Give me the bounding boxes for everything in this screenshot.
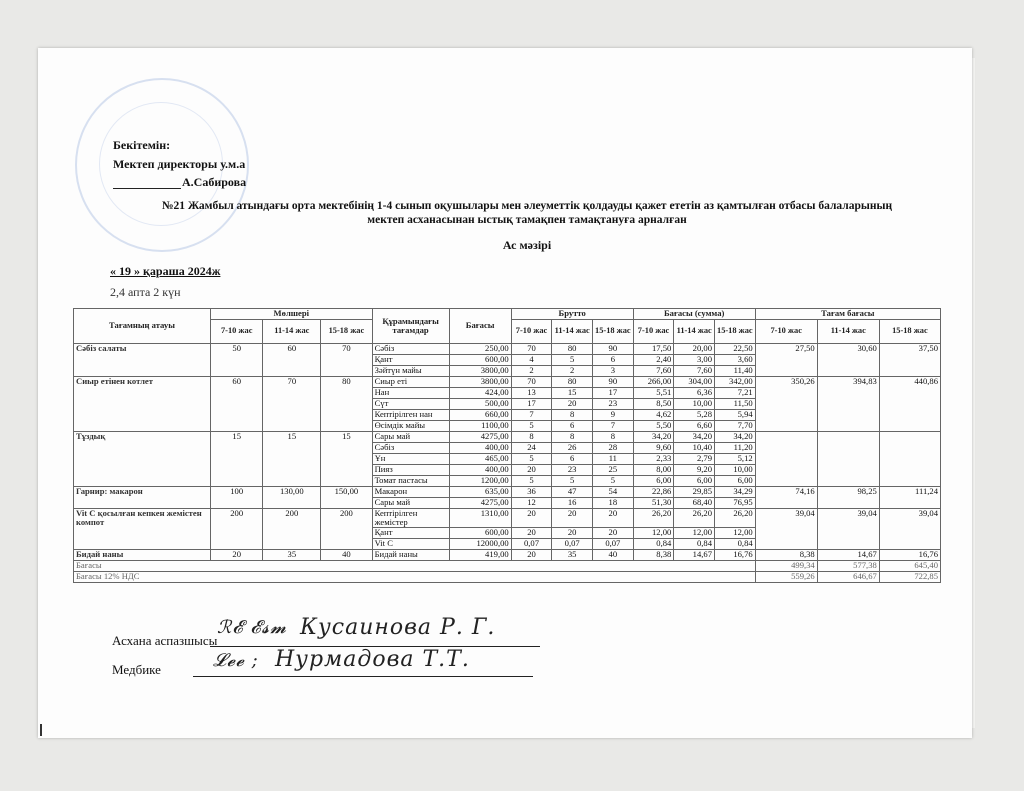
- approval-label: Бекітемін:: [113, 138, 171, 152]
- sum-cell: 5,50: [633, 421, 674, 432]
- col-sum: Бағасы (сумма): [633, 309, 755, 320]
- sum-cell: 266,00: [633, 377, 674, 388]
- sum-cell: 8,38: [633, 550, 674, 561]
- age-header: 7-10 жас: [511, 320, 552, 344]
- cook-label: Асхана аспазшысы: [112, 633, 218, 648]
- brutto-cell: 9: [593, 410, 634, 421]
- brutto-cell: 5: [552, 355, 593, 366]
- sum-row-label: Бағасы: [74, 561, 756, 572]
- nurse-handwritten-name: Нурмадова Т.Т.: [275, 647, 470, 672]
- sum-cell: 68,40: [674, 498, 715, 509]
- brutto-cell: 80: [552, 377, 593, 388]
- brutto-cell: 36: [511, 487, 552, 498]
- table-row: [74, 432, 941, 443]
- brutto-cell: 54: [593, 487, 634, 498]
- sum-row-value: 499,34: [755, 561, 817, 572]
- amount-cell: 200: [321, 509, 372, 550]
- sum-cell: 34,20: [674, 432, 715, 443]
- table-row: [74, 509, 941, 528]
- sum-cell: 7,60: [633, 366, 674, 377]
- ingredient-cell: Сүт: [372, 399, 449, 410]
- sum-cell: 10,00: [715, 465, 756, 476]
- col-dish-price: Тағам бағасы: [755, 309, 940, 320]
- menu-date: « 19 » қараша 2024ж: [110, 264, 221, 278]
- brutto-cell: 20: [552, 509, 593, 528]
- brutto-cell: 0,07: [511, 539, 552, 550]
- sum-cell: 8,00: [633, 465, 674, 476]
- amount-cell: 35: [263, 550, 321, 561]
- sum-cell: 5,51: [633, 388, 674, 399]
- brutto-cell: 8: [511, 432, 552, 443]
- scan-edge-mark: [40, 724, 42, 736]
- dish-price-cell: 16,76: [879, 550, 940, 561]
- brutto-cell: 12: [511, 498, 552, 509]
- nurse-label: Медбике: [112, 662, 161, 677]
- brutto-cell: 7: [511, 410, 552, 421]
- director-name: А.Сабирова: [182, 175, 247, 189]
- sum-cell: 7,60: [674, 366, 715, 377]
- amount-cell: 130,00: [263, 487, 321, 509]
- brutto-cell: 15: [552, 388, 593, 399]
- dish-name-cell: Тұздық: [74, 432, 211, 487]
- price-cell: 600,00: [449, 528, 511, 539]
- col-brutto: Брутто: [511, 309, 633, 320]
- sum-cell: 6,00: [674, 476, 715, 487]
- amount-cell: 15: [321, 432, 372, 487]
- sum-cell: 26,20: [715, 509, 756, 528]
- brutto-cell: 35: [552, 550, 593, 561]
- cook-signature: ℛ𝓔 𝓔𝓼𝓶: [217, 617, 288, 638]
- brutto-cell: 3: [593, 366, 634, 377]
- col-ingredients: Құрамындағы тағамдар: [372, 309, 449, 344]
- menu-table-body: [74, 344, 941, 583]
- sum-row-value: 577,38: [817, 561, 879, 572]
- price-cell: 1100,00: [449, 421, 511, 432]
- document-title-line2: мектеп асханасынан ыстық тамақпен тамақтануға арналған: [367, 214, 687, 226]
- col-dish-name: Тағамның атауы: [74, 309, 211, 344]
- price-cell: 3800,00: [449, 377, 511, 388]
- amount-cell: 15: [263, 432, 321, 487]
- dish-name-cell: Гарнир: макарон: [74, 487, 211, 509]
- brutto-cell: 24: [511, 443, 552, 454]
- dish-price-cell: [755, 432, 817, 487]
- brutto-cell: 23: [593, 399, 634, 410]
- ingredient-cell: Пияз: [372, 465, 449, 476]
- vat-row: [74, 572, 941, 583]
- ingredient-cell: Макарон: [372, 487, 449, 498]
- age-header: 15-18 жас: [321, 320, 372, 344]
- brutto-cell: 8: [552, 410, 593, 421]
- ingredient-cell: Қант: [372, 528, 449, 539]
- price-cell: 12000,00: [449, 539, 511, 550]
- price-cell: 400,00: [449, 443, 511, 454]
- dish-price-cell: 14,67: [817, 550, 879, 561]
- brutto-cell: 2: [552, 366, 593, 377]
- table-row: [74, 487, 941, 498]
- dish-price-cell: 30,60: [817, 344, 879, 377]
- brutto-cell: 13: [511, 388, 552, 399]
- brutto-cell: 26: [552, 443, 593, 454]
- sum-cell: 0,84: [715, 539, 756, 550]
- brutto-cell: 20: [593, 528, 634, 539]
- amount-cell: 150,00: [321, 487, 372, 509]
- dish-price-cell: 440,86: [879, 377, 940, 432]
- brutto-cell: 7: [593, 421, 634, 432]
- amount-cell: 15: [210, 432, 262, 487]
- sum-cell: 14,67: [674, 550, 715, 561]
- price-cell: 400,00: [449, 465, 511, 476]
- ingredient-cell: Кептірілген нан: [372, 410, 449, 421]
- brutto-cell: 90: [593, 377, 634, 388]
- amount-cell: 60: [263, 344, 321, 377]
- price-cell: 465,00: [449, 454, 511, 465]
- sum-cell: 3,60: [715, 355, 756, 366]
- brutto-cell: 40: [593, 550, 634, 561]
- brutto-cell: 16: [552, 498, 593, 509]
- dish-name-cell: Сиыр етінен котлет: [74, 377, 211, 432]
- sum-row: [74, 561, 941, 572]
- price-cell: 4275,00: [449, 432, 511, 443]
- dish-price-cell: 39,04: [755, 509, 817, 550]
- sum-cell: 6,60: [674, 421, 715, 432]
- sum-cell: 7,21: [715, 388, 756, 399]
- dish-name-cell: Бидай наны: [74, 550, 211, 561]
- brutto-cell: 6: [593, 355, 634, 366]
- age-header: 11-14 жас: [674, 320, 715, 344]
- vat-row-value: 559,26: [755, 572, 817, 583]
- sum-cell: 26,20: [674, 509, 715, 528]
- menu-week-day: 2,4 апта 2 күн: [110, 285, 181, 299]
- vat-row-value: 722,85: [879, 572, 940, 583]
- price-cell: 500,00: [449, 399, 511, 410]
- brutto-cell: 5: [511, 476, 552, 487]
- brutto-cell: 20: [511, 528, 552, 539]
- brutto-cell: 17: [593, 388, 634, 399]
- sum-cell: 51,30: [633, 498, 674, 509]
- brutto-cell: 20: [552, 528, 593, 539]
- sum-cell: 12,00: [633, 528, 674, 539]
- ingredient-cell: Кептірілген жемістер: [372, 509, 449, 528]
- dish-price-cell: 27,50: [755, 344, 817, 377]
- price-cell: 635,00: [449, 487, 511, 498]
- sum-cell: 16,76: [715, 550, 756, 561]
- brutto-cell: 5: [511, 454, 552, 465]
- table-row: [74, 550, 941, 561]
- brutto-cell: 80: [552, 344, 593, 355]
- nurse-signature: 𝓛𝓮𝓮 ;: [213, 650, 259, 671]
- amount-cell: 20: [210, 550, 262, 561]
- age-header: 15-18 жас: [715, 320, 756, 344]
- menu-table: [73, 308, 941, 583]
- director-label: Мектеп директоры у.м.а: [113, 157, 246, 171]
- sum-cell: 6,36: [674, 388, 715, 399]
- brutto-cell: 20: [511, 465, 552, 476]
- sum-cell: 34,29: [715, 487, 756, 498]
- brutto-cell: 90: [593, 344, 634, 355]
- ingredient-cell: Қант: [372, 355, 449, 366]
- sum-cell: 20,00: [674, 344, 715, 355]
- sum-cell: 6,00: [715, 476, 756, 487]
- document-title-line1: №21 Жамбыл атындағы орта мектебінің 1-4 сынып оқушылары мен әлеуметтік қолдауды қажет ететін аз қамтылған отбасы балаларының: [161, 200, 893, 212]
- amount-cell: 50: [210, 344, 262, 377]
- sum-cell: 22,50: [715, 344, 756, 355]
- ingredient-cell: Сары май: [372, 498, 449, 509]
- age-header: 15-18 жас: [879, 320, 940, 344]
- amount-cell: 40: [321, 550, 372, 561]
- dish-price-cell: 39,04: [817, 509, 879, 550]
- sum-cell: 29,85: [674, 487, 715, 498]
- brutto-cell: 70: [511, 377, 552, 388]
- vat-row-label: Бағасы 12% НДС: [74, 572, 756, 583]
- ingredient-cell: Vit C: [372, 539, 449, 550]
- dish-name-cell: Vit C қосылған кепкен жемістен компот: [74, 509, 211, 550]
- sum-cell: 0,84: [633, 539, 674, 550]
- age-header: 7-10 жас: [210, 320, 262, 344]
- sum-cell: 5,94: [715, 410, 756, 421]
- table-row: [74, 344, 941, 355]
- sum-row-value: 645,40: [879, 561, 940, 572]
- amount-cell: 70: [321, 344, 372, 377]
- brutto-cell: 20: [511, 509, 552, 528]
- price-cell: 250,00: [449, 344, 511, 355]
- ingredient-cell: Сәбіз: [372, 344, 449, 355]
- age-header: 15-18 жас: [593, 320, 634, 344]
- sum-cell: 26,20: [633, 509, 674, 528]
- dish-price-cell: 394,83: [817, 377, 879, 432]
- cook-signature-line: [210, 640, 540, 647]
- brutto-cell: 5: [593, 476, 634, 487]
- sum-cell: 11,20: [715, 443, 756, 454]
- ingredient-cell: Өсімдік майы: [372, 421, 449, 432]
- age-header: 11-14 жас: [552, 320, 593, 344]
- price-cell: 4275,00: [449, 498, 511, 509]
- sum-cell: 17,50: [633, 344, 674, 355]
- sum-cell: 9,20: [674, 465, 715, 476]
- sum-cell: 4,62: [633, 410, 674, 421]
- age-header: 11-14 жас: [263, 320, 321, 344]
- age-header: 7-10 жас: [755, 320, 817, 344]
- brutto-cell: 23: [552, 465, 593, 476]
- amount-cell: 200: [210, 509, 262, 550]
- cook-handwritten-name: Кусаинова Р. Г.: [300, 615, 496, 640]
- dish-price-cell: [817, 432, 879, 487]
- dish-price-cell: 8,38: [755, 550, 817, 561]
- sum-cell: 12,00: [715, 528, 756, 539]
- price-cell: 1200,00: [449, 476, 511, 487]
- sum-cell: 10,40: [674, 443, 715, 454]
- sum-cell: 5,28: [674, 410, 715, 421]
- dish-price-cell: 39,04: [879, 509, 940, 550]
- sum-cell: 6,00: [633, 476, 674, 487]
- brutto-cell: 70: [511, 344, 552, 355]
- sum-cell: 2,33: [633, 454, 674, 465]
- sum-cell: 304,00: [674, 377, 715, 388]
- ingredient-cell: Сәбіз: [372, 443, 449, 454]
- dish-price-cell: 37,50: [879, 344, 940, 377]
- ingredient-cell: Зәйтүн майы: [372, 366, 449, 377]
- price-cell: 3800,00: [449, 366, 511, 377]
- col-amount: Мөлшері: [210, 309, 372, 320]
- sum-cell: 7,70: [715, 421, 756, 432]
- sum-cell: 2,40: [633, 355, 674, 366]
- brutto-cell: 18: [593, 498, 634, 509]
- ingredient-cell: Ұн: [372, 454, 449, 465]
- age-header: 11-14 жас: [817, 320, 879, 344]
- brutto-cell: 8: [593, 432, 634, 443]
- brutto-cell: 8: [552, 432, 593, 443]
- dish-price-cell: 74,16: [755, 487, 817, 509]
- brutto-cell: 0,07: [593, 539, 634, 550]
- sum-cell: 34,20: [633, 432, 674, 443]
- sum-cell: 342,00: [715, 377, 756, 388]
- age-header: 7-10 жас: [633, 320, 674, 344]
- sum-cell: 34,20: [715, 432, 756, 443]
- ingredient-cell: Томат пастасы: [372, 476, 449, 487]
- vat-row-value: 646,67: [817, 572, 879, 583]
- amount-cell: 80: [321, 377, 372, 432]
- sum-cell: 22,86: [633, 487, 674, 498]
- brutto-cell: 25: [593, 465, 634, 476]
- dish-name-cell: Сәбіз салаты: [74, 344, 211, 377]
- brutto-cell: 11: [593, 454, 634, 465]
- sum-cell: 3,00: [674, 355, 715, 366]
- brutto-cell: 17: [511, 399, 552, 410]
- amount-cell: 100: [210, 487, 262, 509]
- dish-price-cell: 350,26: [755, 377, 817, 432]
- brutto-cell: 20: [511, 550, 552, 561]
- dish-price-cell: 111,24: [879, 487, 940, 509]
- price-cell: 419,00: [449, 550, 511, 561]
- sum-cell: 11,40: [715, 366, 756, 377]
- sum-cell: 10,00: [674, 399, 715, 410]
- amount-cell: 200: [263, 509, 321, 550]
- brutto-cell: 6: [552, 454, 593, 465]
- amount-cell: 60: [210, 377, 262, 432]
- sum-cell: 12,00: [674, 528, 715, 539]
- director-signature-line: [113, 180, 181, 189]
- brutto-cell: 0,07: [552, 539, 593, 550]
- ingredient-cell: Сары май: [372, 432, 449, 443]
- ingredient-cell: Сиыр еті: [372, 377, 449, 388]
- brutto-cell: 2: [511, 366, 552, 377]
- ingredient-cell: Бидай наны: [372, 550, 449, 561]
- sum-cell: 11,50: [715, 399, 756, 410]
- price-cell: 660,00: [449, 410, 511, 421]
- menu-heading: Ас мәзірі: [502, 238, 552, 252]
- brutto-cell: 6: [552, 421, 593, 432]
- table-row: [74, 377, 941, 388]
- dish-price-cell: 98,25: [817, 487, 879, 509]
- sum-cell: 9,60: [633, 443, 674, 454]
- brutto-cell: 5: [552, 476, 593, 487]
- price-cell: 1310,00: [449, 509, 511, 528]
- ingredient-cell: Нан: [372, 388, 449, 399]
- brutto-cell: 4: [511, 355, 552, 366]
- sum-cell: 0,84: [674, 539, 715, 550]
- sum-cell: 2,79: [674, 454, 715, 465]
- sum-cell: 76,95: [715, 498, 756, 509]
- price-cell: 600,00: [449, 355, 511, 366]
- brutto-cell: 20: [593, 509, 634, 528]
- dish-price-cell: [879, 432, 940, 487]
- price-cell: 424,00: [449, 388, 511, 399]
- brutto-cell: 28: [593, 443, 634, 454]
- brutto-cell: 5: [511, 421, 552, 432]
- sum-cell: 8,50: [633, 399, 674, 410]
- col-price: Бағасы: [449, 309, 511, 344]
- brutto-cell: 47: [552, 487, 593, 498]
- sum-cell: 5,12: [715, 454, 756, 465]
- amount-cell: 70: [263, 377, 321, 432]
- brutto-cell: 20: [552, 399, 593, 410]
